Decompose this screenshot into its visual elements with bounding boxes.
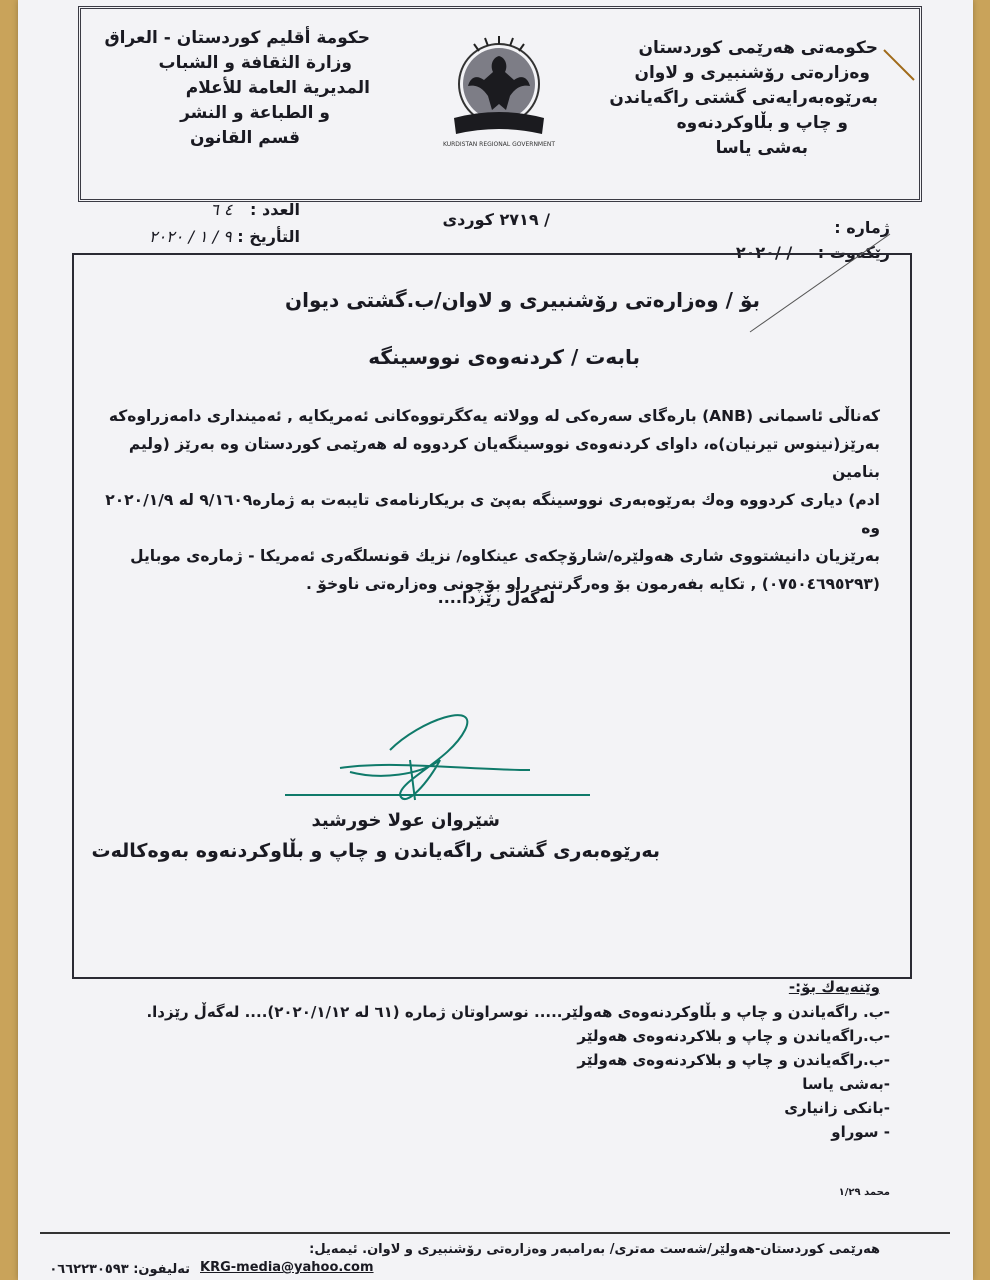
arabic-number-value: ٤ ٦: [210, 200, 233, 219]
copy-recipient: -ب.راگەیاندن و چاپ و بلاکردنەوەی هەولێر: [577, 1027, 890, 1045]
arabic-number-label: العدد :: [250, 200, 300, 219]
typist-initials: محمد ١/٢٩: [838, 1187, 890, 1198]
arabic-date-value: ٩ / ١ / ٢٠٢٠: [148, 227, 232, 246]
arabic-header-line: قسم القانون: [189, 128, 300, 148]
arabic-header-line: حكومة أقليم كوردستان - العراق: [104, 28, 370, 48]
kurdish-date-label: رێکەوت :: [817, 243, 890, 262]
signer-name: شێروان عولا خورشید: [311, 810, 500, 831]
kurdish-header-line: بەرێوەبەرایەتی گشتی راگەیاندن: [609, 88, 878, 108]
footer-address: هەرێمی کوردستان-هەولێر/شەست مەتری/ بەرامبەر وەزارەتی رۆشنبیری و لاوان. ئیمەیل:: [309, 1242, 880, 1257]
closing-phrase: لەگەڵ رێزدا....: [437, 588, 555, 607]
footer-rule: [40, 1232, 950, 1234]
footer-email[interactable]: KRG-media@yahoo.com: [200, 1260, 374, 1275]
krg-emblem-logo: [440, 34, 558, 152]
letter-body-line: (٠٧٥٠٤٦٩٥٢٩٣) , تکایە بفەرمون بۆ وەرگرتنی راو بۆچونی وەزارەتی ناوخۆ .: [306, 575, 880, 593]
copies-list: [120, 1000, 890, 1144]
copy-recipient: -بانکی زانیاری: [784, 1099, 890, 1117]
arabic-header-line: و الطباعة و النشر: [180, 103, 330, 123]
letter-body: [90, 402, 880, 598]
arabic-header-line: وزارة الثقافة و الشباب: [158, 53, 352, 73]
copy-recipient: - سوراو: [831, 1123, 890, 1141]
logo-caption: KURDISTAN REGIONAL GOVERNMENT: [442, 141, 556, 148]
footer-phone-value: ٠٦٦٢٢٣٠٥٩٣: [49, 1262, 129, 1277]
letter-body-line: بەرێز(نینوس تیرنیان)ە، داوای کردنەوەی نووسینگەیان کردووە لە هەرێمی کوردستان وە بەرێز (ولیم بنامین: [128, 435, 880, 481]
arabic-number-row: [140, 200, 300, 219]
footer-phone-label: تەلیفون:: [133, 1262, 190, 1277]
kurdish-header-line: حکومەتی هەرێمی کوردستان: [638, 38, 878, 58]
copy-recipient: -بەشی یاسا: [802, 1075, 890, 1093]
letter-subject: بابەت / کردنەوەی نووسینگە: [368, 345, 640, 369]
letter-body-line: ادم) دیاری کردووە وەك بەرێوەبەری نووسینگە بەپێ ی بریکارنامەی تایبەت بە ژمارە٩/١٦٠٩ لە ٢٠٢٠/١/٩ وە: [105, 491, 880, 537]
center-reference-number: / ٢٧١٩ کوردی: [442, 210, 550, 229]
letter-recipient: بۆ / وەزارەتی رۆشنبیری و لاوان/ب.گشتی دیوان: [285, 288, 760, 312]
kurdish-date-value: / /٢٠٢٠: [735, 243, 793, 262]
arabic-header: [100, 26, 370, 151]
arabic-header-line: المديرية العامة للأعلام: [185, 78, 370, 98]
arabic-date-row: [100, 227, 300, 246]
pen-stroke-mark: [740, 228, 900, 338]
kurdish-header-line: و چاپ و بڵاوکردنەوە: [676, 113, 848, 133]
kurdish-header-line: بەشی یاسا: [715, 138, 808, 158]
signer-title: بەرێوەبەری گشتی راگەیاندن و چاپ و بڵاوکردنەوە بەوەکالەت: [91, 840, 660, 862]
copy-recipient: -ب. راگەیاندن و چاپ و بڵاوکردنەوەی هەولێر..... نوسراوتان ژمارە (٦١ لە ٢٠٢٠/١/١٢).... لەگەڵ رێزدا.: [146, 1003, 890, 1021]
kurdish-number-label: ژمارە :: [834, 218, 890, 237]
kurdish-header: [596, 36, 878, 161]
letter-body-line: کەناڵی ئاسمانی (ANB) بارەگای سەرەکی لە وولاتە یەکگرتووەکانی ئەمریکایە , ئەمینداری دامەزراوەکە: [108, 407, 880, 425]
kurdish-header-line: وەزارەتی رۆشنبیری و لاوان: [634, 63, 870, 83]
pen-scratch-mark: [880, 40, 920, 90]
handwritten-signature: [280, 700, 600, 810]
letter-body-line: بەرێزیان دانیشتووی شاری هەولێرە/شارۆچکەی عینکاوە/ نزیك قونسلگەری ئەمریکا - ژمارەی موبایل: [130, 547, 880, 565]
footer-phone: [40, 1262, 190, 1277]
arabic-date-label: التأريخ :: [237, 227, 300, 246]
copy-recipient: -ب.راگەیاندن و چاپ و بلاکردنەوەی هەولێر: [577, 1051, 890, 1069]
copies-heading: وێنەیەك بۆ:-: [788, 978, 880, 996]
